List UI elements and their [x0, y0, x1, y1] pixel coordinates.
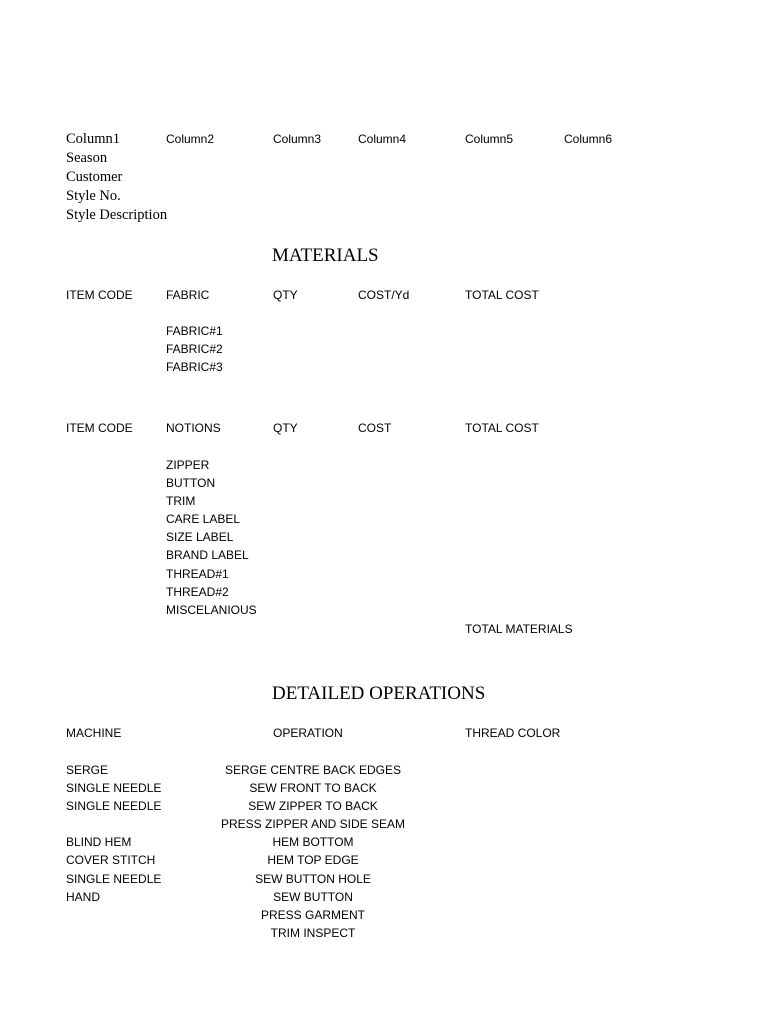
notions-item-code-header: ITEM CODE	[66, 421, 133, 435]
fabric-item: FABRIC#1	[166, 324, 223, 338]
machine-cell: SINGLE NEEDLE	[66, 799, 162, 813]
style-no-label: Style No.	[66, 188, 121, 204]
customer-label: Customer	[66, 169, 123, 185]
column4-header: Column4	[358, 132, 407, 146]
operation-cell: SEW FRONT TO BACK	[249, 781, 377, 795]
fabric-header: FABRIC	[166, 288, 210, 302]
notion-item: BUTTON	[166, 476, 216, 490]
operation-cell: PRESS GARMENT	[260, 908, 366, 922]
column6-header: Column6	[564, 132, 613, 146]
notion-item: THREAD#1	[166, 567, 229, 581]
column2-header: Column2	[166, 132, 215, 146]
notion-item: ZIPPER	[166, 458, 210, 472]
fabric-item: FABRIC#2	[166, 342, 223, 356]
machine-cell: COVER STITCH	[66, 853, 156, 867]
operation-cell: HEM TOP EDGE	[267, 853, 359, 867]
operation-cell: PRESS ZIPPER AND SIDE SEAM	[220, 817, 406, 831]
notions-header: NOTIONS	[166, 421, 221, 435]
fabric-item-code-header: ITEM CODE	[66, 288, 133, 302]
total-materials-label: TOTAL MATERIALS	[465, 622, 573, 636]
notion-item: SIZE LABEL	[166, 530, 234, 544]
machine-cell: HAND	[66, 890, 101, 904]
fabric-qty-header: QTY	[273, 288, 298, 302]
operation-cell: TRIM INSPECT	[270, 926, 356, 940]
machine-cell: SINGLE NEEDLE	[66, 872, 162, 886]
fabric-total-cost-header: TOTAL COST	[465, 288, 539, 302]
operations-title: DETAILED OPERATIONS	[272, 683, 486, 704]
machine-cell: SERGE	[66, 763, 109, 777]
notions-cost-header: COST	[358, 421, 392, 435]
style-description-label: Style Description	[66, 207, 168, 223]
notion-item: MISCELANIOUS	[166, 603, 257, 617]
notion-item: BRAND LABEL	[166, 548, 249, 562]
notions-qty-header: QTY	[273, 421, 298, 435]
fabric-item: FABRIC#3	[166, 360, 223, 374]
operation-cell: SEW ZIPPER TO BACK	[248, 799, 378, 813]
column3-header: Column3	[273, 132, 322, 146]
column5-header: Column5	[465, 132, 514, 146]
column1-header: Column1	[66, 131, 120, 147]
machine-cell: BLIND HEM	[66, 835, 132, 849]
notion-item: TRIM	[166, 494, 196, 508]
notions-total-cost-header: TOTAL COST	[465, 421, 539, 435]
operation-cell: SEW BUTTON	[273, 890, 353, 904]
thread-color-header: THREAD COLOR	[465, 726, 561, 740]
operation-cell: SEW BUTTON HOLE	[255, 872, 371, 886]
season-label: Season	[66, 150, 108, 166]
operation-cell: HEM BOTTOM	[272, 835, 354, 849]
notion-item: CARE LABEL	[166, 512, 241, 526]
notion-item: THREAD#2	[166, 585, 229, 599]
materials-title: MATERIALS	[272, 245, 379, 266]
machine-cell: SINGLE NEEDLE	[66, 781, 162, 795]
operation-cell: SERGE CENTRE BACK EDGES	[224, 763, 402, 777]
fabric-cost-header: COST/Yd	[358, 288, 410, 302]
operation-header: OPERATION	[273, 726, 343, 740]
machine-header: MACHINE	[66, 726, 122, 740]
